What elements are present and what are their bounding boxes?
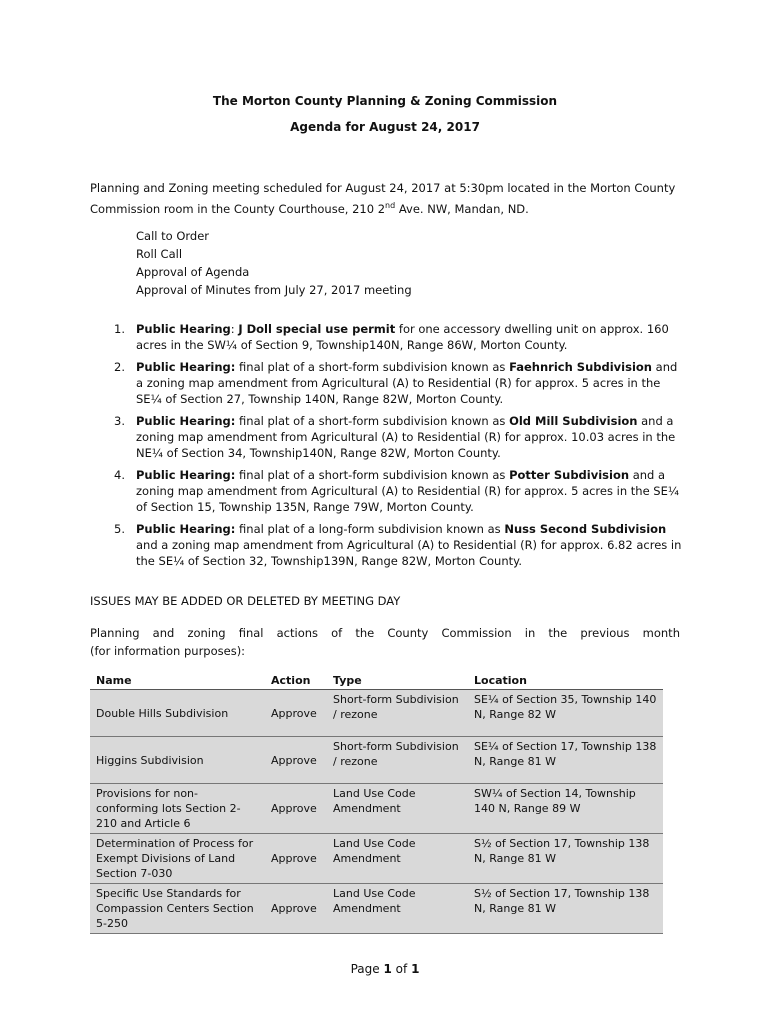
hearing-subject: Potter Subdivision (509, 468, 630, 482)
intro-text-before: Planning and Zoning meeting scheduled for August 24, 2017 at 5:30pm located in the Morton County Commission room in the County Courthouse, 210 2 (90, 181, 676, 216)
cell-type: Land Use Code Amendment (327, 784, 468, 834)
hearing-text-after: and a zoning map amendment from Agricultural (A) to Residential (R) for approx. 6.82 acres in the SE¼ of Section 32, Township139N, Range 82W, Morton County. (136, 538, 682, 568)
issues-note: ISSUES MAY BE ADDED OR DELETED BY MEETING DAY (90, 594, 401, 608)
agenda-items (136, 227, 412, 299)
header-name: Name (90, 671, 265, 690)
table-row (90, 737, 663, 784)
header-action: Action (265, 671, 327, 690)
hearing-item-2 (106, 359, 686, 407)
intro-ordinal-suffix: nd (385, 201, 396, 210)
table-row (90, 884, 663, 934)
cell-name: Higgins Subdivision (90, 737, 265, 784)
hearing-subject: Old Mill Subdivision (509, 414, 638, 428)
page-of-label: of (395, 962, 408, 976)
agenda-item-approval-agenda: Approval of Agenda (136, 265, 250, 279)
hearing-number: 1. (114, 322, 125, 336)
prior-word: the (355, 626, 375, 640)
header-location: Location (468, 671, 663, 690)
page-total: 1 (411, 962, 420, 976)
cell-action: Approve (265, 737, 327, 784)
prior-word: Commission (441, 626, 512, 640)
hearing-label: Public Hearing: (136, 414, 236, 428)
public-hearings-list (106, 321, 686, 575)
hearing-label: Public Hearing: (136, 522, 236, 536)
prior-word: previous (580, 626, 630, 640)
commission-actions-table (90, 671, 663, 934)
prior-word: Planning (90, 626, 140, 640)
hearing-label: Public Hearing: (136, 360, 236, 374)
cell-location: S½ of Section 17, Township 138 N, Range 81 W (468, 884, 663, 934)
hearing-label: Public Hearing (136, 322, 231, 336)
prior-word: in (524, 626, 536, 640)
prior-word: month (642, 626, 680, 640)
hearing-number: 4. (114, 468, 125, 482)
hearing-number: 3. (114, 414, 125, 428)
cell-action: Approve (265, 690, 327, 737)
document-title: The Morton County Planning & Zoning Commission (212, 94, 558, 108)
prior-word: the (548, 626, 568, 640)
cell-type: Short-form Subdivision / rezone (327, 690, 468, 737)
meeting-intro (90, 179, 680, 218)
prior-word: zoning (187, 626, 226, 640)
prior-word: final (238, 626, 264, 640)
cell-type: Land Use Code Amendment (327, 884, 468, 934)
page-number: 1 (383, 962, 392, 976)
hearing-item-4 (106, 467, 686, 515)
hearing-item-5 (106, 521, 686, 569)
agenda-date-heading: Agenda for August 24, 2017 (290, 120, 480, 134)
agenda-item-roll-call: Roll Call (136, 247, 183, 261)
hearing-subject: Faehnrich Subdivision (509, 360, 652, 374)
cell-type: Short-form Subdivision / rezone (327, 737, 468, 784)
prior-actions-line2: (for information purposes): (90, 644, 246, 658)
table-row (90, 784, 663, 834)
hearing-text-before: final plat of a long-form subdivision known as (239, 522, 505, 536)
hearing-number: 2. (114, 360, 125, 374)
hearing-text-after: and a zoning map amendment from Agricultural (A) to Residential (R) for approx. 5 acres in the SE¼ of Section 15, Township 135N, Range 79W, Morton County. (136, 468, 680, 514)
hearing-label: Public Hearing: (136, 468, 236, 482)
cell-location: S½ of Section 17, Township 138 N, Range 81 W (468, 834, 663, 884)
cell-location: SE¼ of Section 17, Township 138 N, Range 81 W (468, 737, 663, 784)
table-row (90, 834, 663, 884)
prior-word: of (331, 626, 343, 640)
cell-action: Approve (265, 784, 327, 834)
cell-action: Approve (265, 884, 327, 934)
intro-text-after: Ave. NW, Mandan, ND. (395, 201, 529, 216)
cell-name: Double Hills Subdivision (90, 690, 265, 737)
hearing-text-before: final plat of a short-form subdivision known as (239, 414, 510, 428)
hearing-text-after: and a zoning map amendment from Agricultural (A) to Residential (R) for approx. 5 acres in the SE¼ of Section 27, Township 140N, Range 82W, Morton County. (136, 360, 678, 406)
cell-name: Provisions for non-conforming lots Section 2-210 and Article 6 (90, 784, 265, 834)
hearing-subject: J Doll special use permit (238, 322, 396, 336)
prior-actions-line1 (90, 624, 680, 642)
cell-location: SW¼ of Section 14, Township 140 N, Range 89 W (468, 784, 663, 834)
prior-actions-intro (90, 624, 680, 660)
hearing-item-1 (106, 321, 686, 353)
hearing-item-3 (106, 413, 686, 461)
agenda-item-approval-minutes: Approval of Minutes from July 27, 2017 meeting (136, 283, 412, 297)
page-label: Page (350, 962, 380, 976)
cell-action: Approve (265, 834, 327, 884)
cell-name: Determination of Process for Exempt Divisions of Land Section 7-030 (90, 834, 265, 884)
hearing-text-after: for one accessory dwelling unit on approx. 160 acres in the SW¼ of Section 9, Township140N, Range 86W, Morton County. (136, 322, 669, 352)
hearing-text-after: and a zoning map amendment from Agricultural (A) to Residential (R) for approx. 10.03 acres in the NE¼ of Section 34, Township140N, Range 82W, Morton County. (136, 414, 676, 460)
prior-word: County (387, 626, 429, 640)
table-row (90, 690, 663, 737)
cell-name: Specific Use Standards for Compassion Centers Section 5-250 (90, 884, 265, 934)
cell-type: Land Use Code Amendment (327, 834, 468, 884)
hearing-subject: Nuss Second Subdivision (504, 522, 667, 536)
page-footer (0, 962, 770, 976)
hearing-separator: : (230, 322, 239, 336)
header-type: Type (327, 671, 468, 690)
agenda-item-call-to-order: Call to Order (136, 229, 210, 243)
hearing-text-before: final plat of a short-form subdivision known as (239, 468, 510, 482)
prior-word: actions (276, 626, 319, 640)
table-header-row (90, 671, 663, 690)
hearing-number: 5. (114, 522, 125, 536)
cell-location: SE¼ of Section 35, Township 140 N, Range 82 W (468, 690, 663, 737)
hearing-text-before: final plat of a short-form subdivision known as (239, 360, 510, 374)
prior-word: and (152, 626, 175, 640)
